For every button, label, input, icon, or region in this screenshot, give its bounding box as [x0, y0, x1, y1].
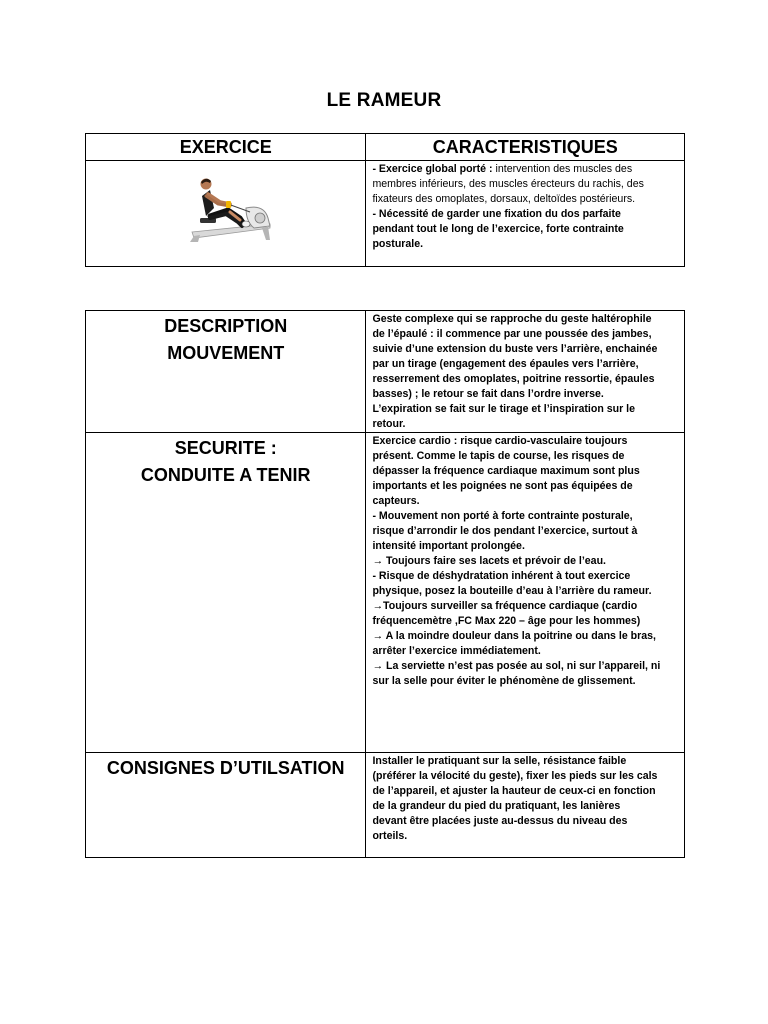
row-content-line: par un tirage (engagement des épaules vers l’arrière,: [372, 358, 639, 370]
characteristics-bold-text: - Exercice global porté :: [372, 163, 493, 175]
row-content-line: de la grandeur du pied du pratiquant, les lanières: [372, 800, 621, 812]
exercise-table: [85, 133, 685, 267]
characteristics-bold-text: pendant tout le long de l’exercice, forte contrainte: [372, 223, 624, 235]
characteristics-line: [372, 192, 679, 207]
characteristics-text: fixateurs des omoplates, dorsaux, deltoïdes postérieurs.: [372, 193, 636, 205]
row-content-line: fréquencemètre ,FC Max 220 – âge pour les hommes): [372, 615, 641, 627]
row-content-line: présent. Comme le tapis de course, les risques de: [372, 450, 625, 462]
row-content-line: - Risque de déshydratation inhérent à tout exercice: [372, 570, 631, 582]
exercise-image-cell: [86, 161, 366, 267]
row-content-line: suivie d’une extension du buste vers l’arrière, enchainée: [372, 343, 658, 355]
row-label: [86, 753, 366, 858]
characteristics-bold-text: posturale.: [372, 238, 424, 250]
row-content-line: (préférer la vélocité du geste), fixer les pieds sur les cals: [372, 770, 658, 782]
row-content-line: capteurs.: [372, 495, 420, 507]
row-content-line: dépasser la fréquence cardiaque maximum sont plus: [372, 465, 640, 477]
row-content-line: → La serviette n’est pas posée au sol, ni sur l’appareil, ni: [372, 660, 661, 672]
characteristics-text: membres inférieurs, des muscles érecteurs du rachis, des: [372, 178, 644, 190]
row-content-line: de l’appareil, et ajuster la hauteur de ceux-ci en fonction: [372, 785, 656, 797]
row-label-line: SECURITE :: [174, 438, 277, 458]
characteristics-line: [372, 207, 679, 222]
characteristics-line: [372, 237, 679, 252]
row-content-line: - Mouvement non porté à forte contrainte posturale,: [372, 510, 633, 522]
details-table: [85, 310, 685, 858]
row-content-line: resserrement des omoplates, poitrine ressortie, épaules: [372, 373, 655, 385]
rowing-machine-illustration: [184, 166, 274, 246]
page-title: LE RAMEUR: [326, 90, 442, 111]
row-label: [86, 311, 366, 433]
row-content-line: devant être placées juste au-dessus du niveau des: [372, 815, 628, 827]
row-content-line: → Toujours faire ses lacets et prévoir de l’eau.: [372, 555, 606, 567]
row-content-line: →Toujours surveiller sa fréquence cardiaque (cardio: [372, 600, 638, 612]
characteristics-text: intervention des muscles des: [492, 163, 633, 175]
row-label-line: MOUVEMENT: [167, 343, 285, 363]
characteristics-line: [372, 162, 679, 177]
row-content-line: orteils.: [372, 830, 408, 842]
row-content-line: physique, posez la bouteille d’eau à l’arrière du rameur.: [372, 585, 652, 597]
consignes-row: [86, 753, 685, 858]
characteristics-line: [372, 177, 679, 192]
row-label: [86, 433, 366, 753]
row-content-line: de l’épaulé : il commence par une poussée des jambes,: [372, 328, 652, 340]
row-label-line: CONDUITE A TENIR: [140, 465, 311, 485]
row-content-line: sur la selle pour éviter le phénomène de glissement.: [372, 675, 636, 687]
row-content: [366, 753, 685, 858]
characteristics-bold-text: - Nécessité de garder une fixation du dos parfaite: [372, 208, 621, 220]
description-row: [86, 311, 685, 433]
securite-row: [86, 433, 685, 753]
header-caracteristiques: CARACTERISTIQUES: [366, 134, 685, 161]
row-content-line: importants et les poignées ne sont pas équipées de: [372, 480, 633, 492]
row-label-line: DESCRIPTION: [164, 316, 288, 336]
characteristics-cell: [366, 161, 685, 267]
row-content-line: basses) ; le retour se fait dans l’ordre inverse.: [372, 388, 604, 400]
row-content-line: Exercice cardio : risque cardio-vasculaire toujours: [372, 435, 628, 447]
row-content-line: retour.: [372, 418, 406, 430]
row-label-line: CONSIGNES D’UTILSATION: [106, 758, 345, 778]
row-content-line: Installer le pratiquant sur la selle, résistance faible: [372, 755, 627, 767]
row-content-line: → A la moindre douleur dans la poitrine ou dans le bras,: [372, 630, 656, 642]
header-exercice: EXERCICE: [86, 134, 366, 161]
row-content: [366, 311, 685, 433]
row-content-line: arrêter l’exercice immédiatement.: [372, 645, 541, 657]
row-content-line: intensité important prolongée.: [372, 540, 525, 552]
row-content-line: L’expiration se fait sur le tirage et l’inspiration sur le: [372, 403, 636, 415]
row-content-line: risque d’arrondir le dos pendant l’exercice, surtout à: [372, 525, 638, 537]
row-content: [366, 433, 685, 753]
characteristics-line: [372, 222, 679, 237]
row-content-line: Geste complexe qui se rapproche du geste haltérophile: [372, 313, 652, 325]
